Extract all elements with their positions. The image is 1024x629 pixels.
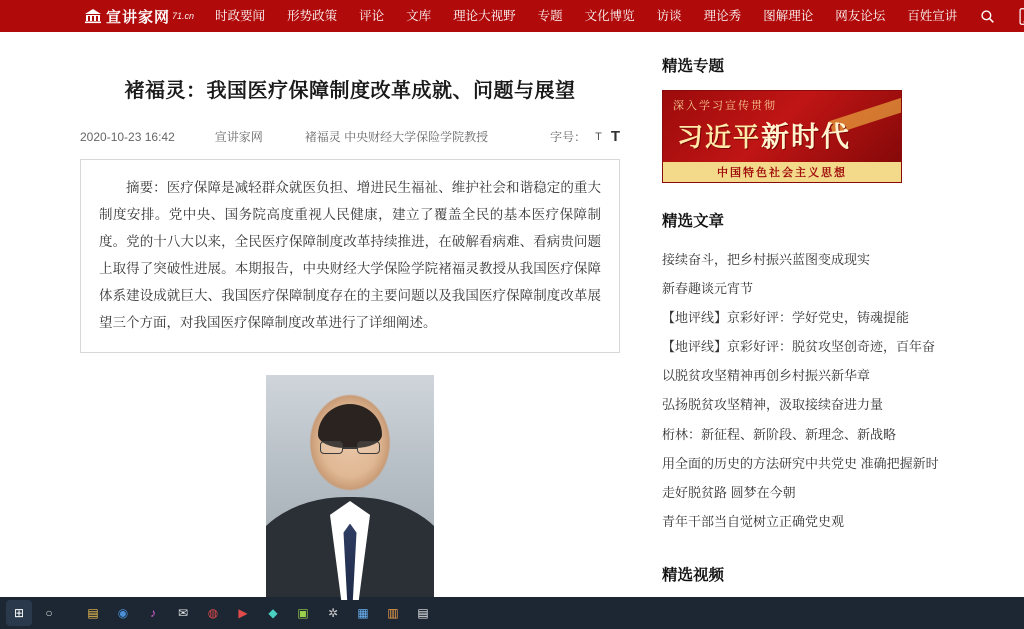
site-header: [0, 0, 1024, 32]
nav-item-wangyouluntan[interactable]: 网友论坛: [835, 9, 886, 23]
list-item[interactable]: 新春趣谈元宵节: [662, 280, 754, 296]
list-item[interactable]: 接续奋斗，把乡村振兴蓝图变成现实: [662, 251, 871, 267]
browser-icon[interactable]: ◉: [117, 606, 129, 620]
sidebar: [640, 32, 1024, 629]
mail-icon[interactable]: ✉: [177, 606, 189, 620]
list-item[interactable]: 桁林：新征程、新阶段、新理念、新战略: [662, 426, 897, 442]
search-taskbar-icon[interactable]: ○: [45, 606, 53, 620]
calendar-icon[interactable]: ▤: [417, 606, 429, 620]
store-icon[interactable]: ▦: [357, 606, 369, 620]
banner-bottom-text: 中国特色社会主义思想: [663, 162, 901, 182]
abstract-text: 摘要：医疗保障是减轻群众就医负担、增进民生福祉、维护社会和谐稳定的重大制度安排。党中央、国务院高度重视人民健康，建立了覆盖全民的基本医疗保障制度。党的十八大以来，全民医疗保障制度改革持续推进，在破解看病难、看病贵问题上取得了突破性进展。本期报告，中央财经大学保险学院褚福灵教授从我国医疗保障体系建设成就巨大、我国医疗保障制度存在的主要问题以及我国医疗保障制度改革展望三个方面，对我国医疗保障制度改革进行了详细阐述。: [99, 180, 601, 330]
list-item[interactable]: 用全面的历史的方法研究中共党史 准确把握新时: [662, 455, 939, 471]
logo-mark-icon: [84, 8, 102, 24]
banner-highlight-text: 新时代: [761, 122, 852, 153]
nav-item-wenku[interactable]: 文库: [406, 9, 432, 23]
os-taskbar: [0, 597, 1024, 629]
logo-text: 宣讲家网: [106, 8, 171, 26]
mobile-icon[interactable]: [1006, 0, 1024, 32]
main-nav: [204, 0, 968, 32]
nav-item-fangtan[interactable]: 访谈: [656, 9, 682, 23]
page-title: 褚福灵：我国医疗保障制度改革成就、问题与展望: [124, 80, 576, 102]
font-size-controls: [550, 128, 620, 145]
header-actions: [968, 0, 1024, 32]
logo-domain: 71.cn: [172, 11, 195, 21]
chat-icon[interactable]: ◍: [207, 606, 219, 620]
banner-main-text: 习近平新时代: [677, 122, 852, 153]
portrait-figure: [266, 375, 434, 629]
glasses-icon: [320, 441, 380, 455]
nav-item-zhuanti[interactable]: 专题: [537, 9, 563, 23]
article-meta: [80, 128, 620, 145]
files-icon[interactable]: ▤: [87, 606, 99, 620]
featured-topic-banner[interactable]: [662, 90, 902, 183]
nav-item-wenhuabolan[interactable]: 文化博览: [584, 9, 635, 23]
settings-icon[interactable]: ✲: [327, 606, 339, 620]
nav-item-tujielilun[interactable]: 图解理论: [763, 9, 814, 23]
video-icon[interactable]: ▶: [238, 606, 248, 620]
terminal-icon[interactable]: ▣: [297, 606, 309, 620]
publish-date: 2020-10-23 16:42: [80, 129, 175, 144]
author-photo: [266, 375, 434, 600]
font-size-label: 字号：: [550, 130, 587, 144]
article-column: [0, 32, 640, 629]
code-icon[interactable]: ◆: [268, 606, 278, 620]
article-author: 褚福灵 中央财经大学保险学院教授: [304, 130, 489, 144]
article-source: 宣讲家网: [214, 130, 263, 144]
featured-topics-heading: 精选专题: [662, 58, 725, 75]
list-item[interactable]: 【地评线】京彩好评：脱贫攻坚创奇迹，百年奋: [662, 339, 936, 355]
featured-videos-heading: 精选视频: [662, 566, 725, 584]
featured-articles-heading: 精选文章: [662, 213, 725, 230]
list-item[interactable]: 以脱贫攻坚精神再创乡村振兴新华章: [662, 368, 871, 384]
banner-top-text: 深入学习宣传贯彻: [673, 100, 777, 112]
nav-item-xingshi[interactable]: 形势政策: [287, 9, 338, 23]
search-icon[interactable]: [968, 0, 1006, 32]
list-item[interactable]: 走好脱贫路 圆梦在今朝: [662, 485, 796, 500]
nav-item-pinglun[interactable]: 评论: [359, 9, 385, 23]
list-item[interactable]: 青年干部当自觉树立正确党史观: [662, 514, 845, 530]
music-icon[interactable]: ♪: [150, 606, 156, 620]
page-body: [0, 32, 1024, 629]
nav-item-shizheng[interactable]: 时政要闻: [215, 9, 266, 23]
list-item[interactable]: 弘扬脱贫攻坚精神，汲取接续奋进力量: [662, 397, 884, 413]
site-logo[interactable]: [0, 0, 204, 32]
nav-item-baixingxuanjiang[interactable]: 百姓宣讲: [907, 9, 958, 23]
nav-item-lilundashiye[interactable]: 理论大视野: [453, 9, 516, 23]
nav-item-lilunxiu[interactable]: 理论秀: [703, 9, 742, 23]
featured-articles-list: [662, 245, 984, 537]
article-abstract: [80, 159, 620, 353]
font-size-large-button[interactable]: T: [610, 128, 620, 145]
font-size-small-button[interactable]: T: [595, 130, 602, 143]
notes-icon[interactable]: ▥: [387, 606, 399, 620]
list-item[interactable]: 【地评线】京彩好评：学好党史，铸魂提能: [662, 309, 910, 325]
start-button[interactable]: ⊞: [6, 600, 32, 626]
